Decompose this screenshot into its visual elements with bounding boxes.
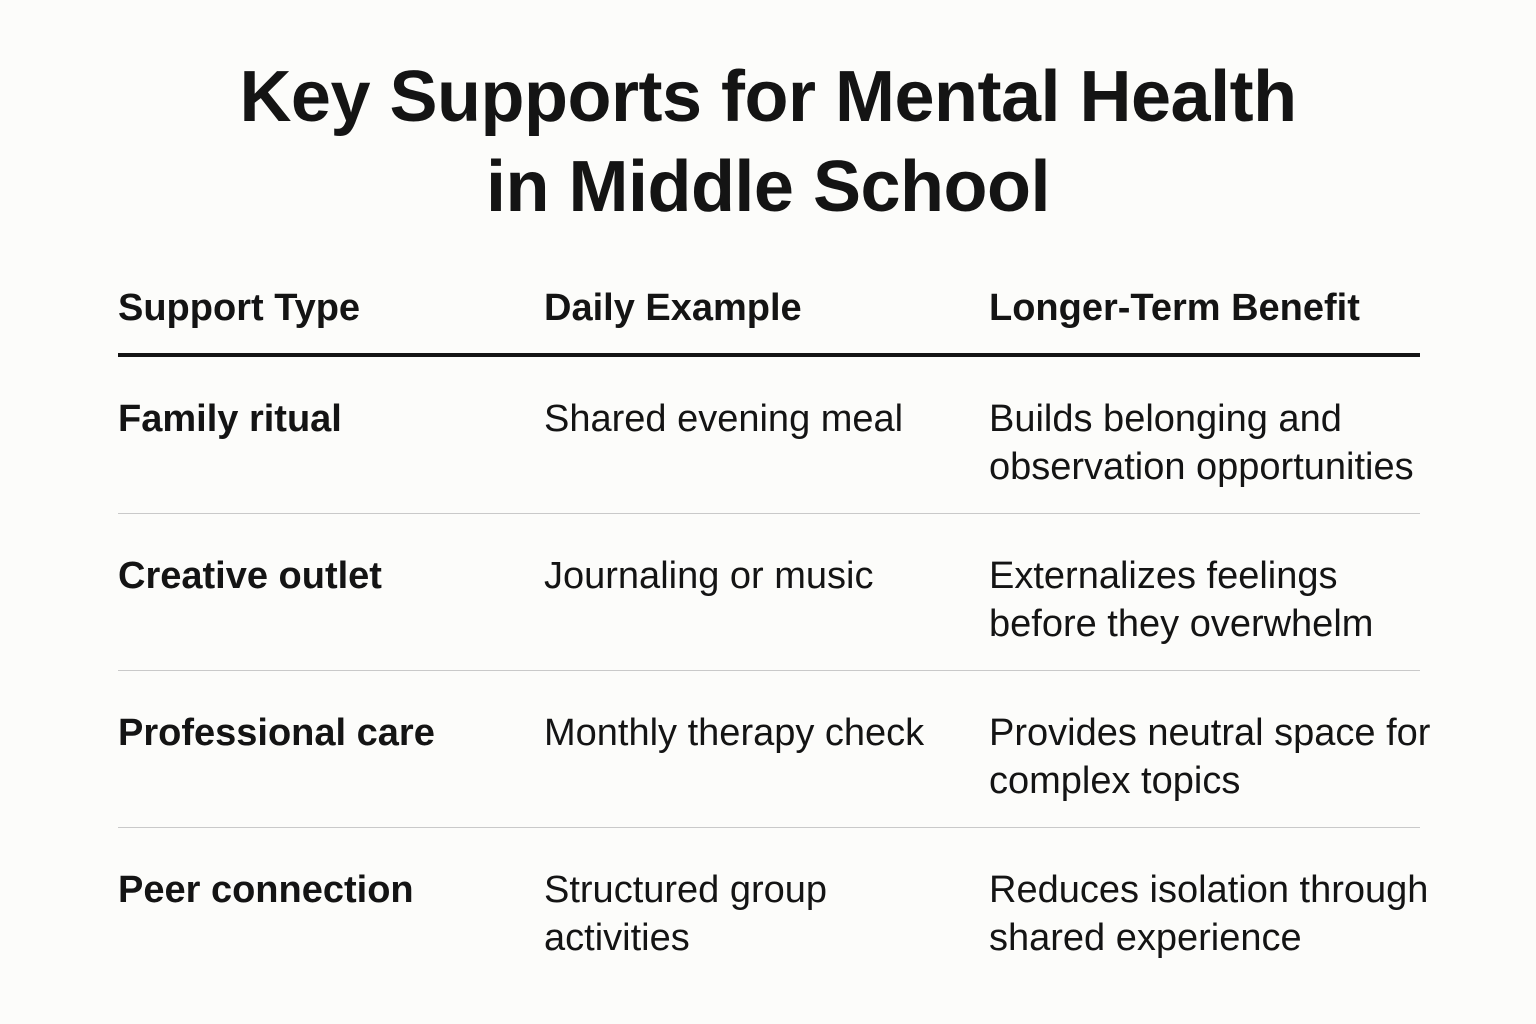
support-type-cell: Peer connection	[118, 869, 414, 911]
table-row	[118, 357, 1420, 514]
table-row	[118, 671, 1431, 828]
supports-table	[118, 278, 1431, 984]
title-line-2: in Middle School	[486, 147, 1050, 227]
daily-example-cell: Structured group activities	[544, 869, 828, 959]
support-type-cell: Professional care	[118, 712, 435, 754]
benefit-cell: Externalizes feelings before they overwhelm	[989, 555, 1374, 645]
header-support-type: Support Type	[118, 287, 361, 329]
benefit-cell: Builds belonging and observation opportunities	[989, 398, 1414, 488]
daily-example-cell: Shared evening meal	[544, 398, 904, 440]
table-row	[118, 828, 1429, 984]
daily-example-cell: Journaling or music	[544, 555, 874, 597]
table-row	[118, 514, 1420, 671]
title-line-1: Key Supports for Mental Health	[239, 57, 1297, 137]
benefit-cell: Reduces isolation through shared experience	[989, 869, 1429, 959]
benefit-cell: Provides neutral space for complex topics	[989, 712, 1431, 802]
table-header-row	[118, 278, 1420, 357]
support-type-cell: Creative outlet	[118, 555, 382, 597]
support-type-cell: Family ritual	[118, 398, 342, 440]
header-longer-term-benefit: Longer-Term Benefit	[989, 287, 1360, 329]
page-title	[0, 52, 1536, 232]
daily-example-cell: Monthly therapy check	[544, 712, 925, 754]
header-daily-example: Daily Example	[544, 287, 802, 329]
